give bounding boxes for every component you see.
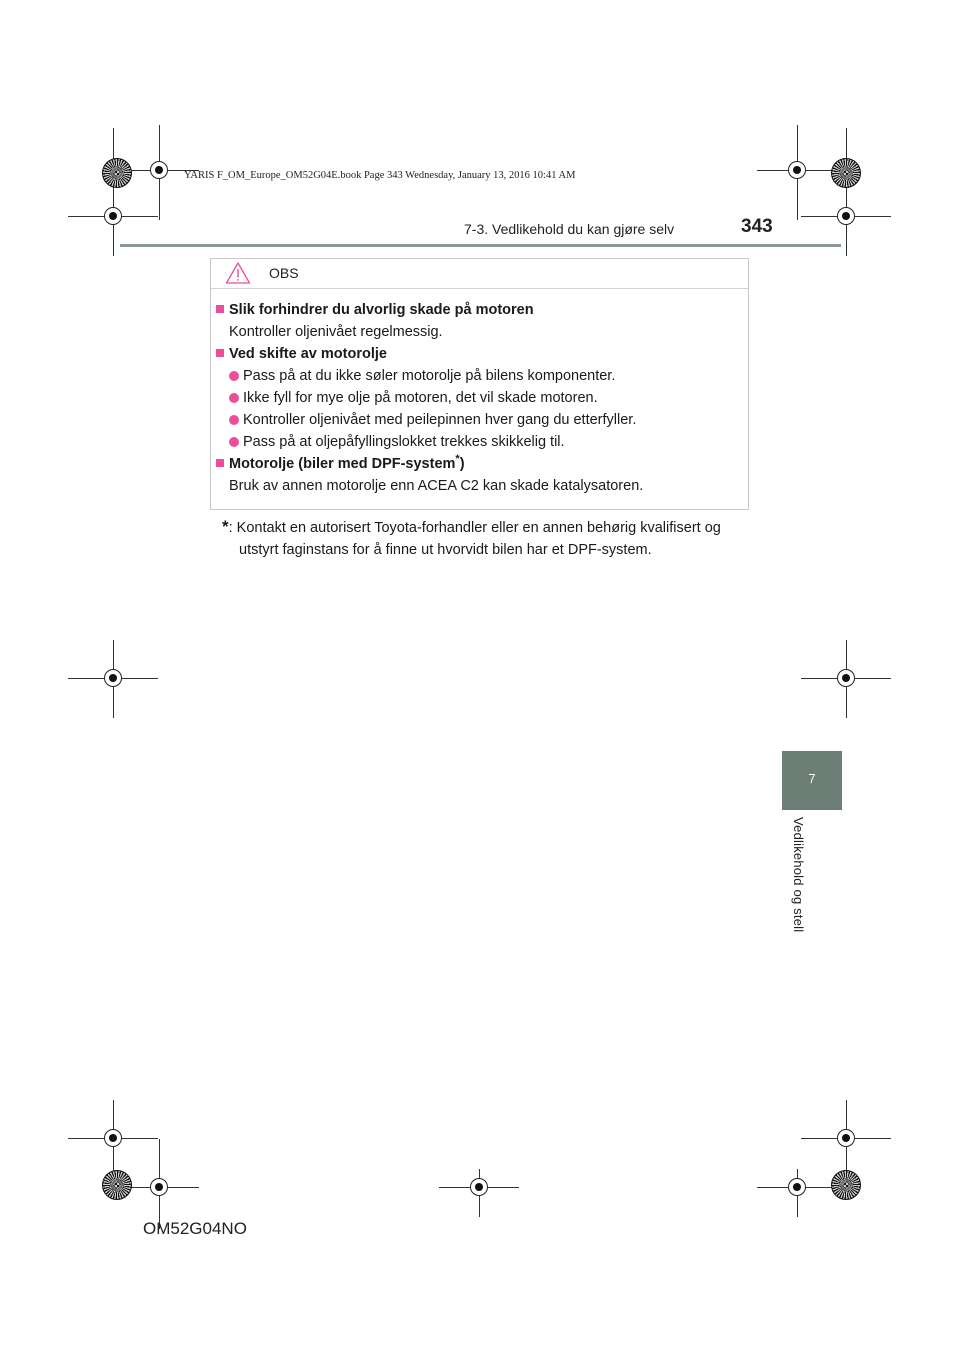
circle-bullet-icon xyxy=(229,415,239,425)
starburst-icon xyxy=(831,158,861,188)
square-bullet-icon xyxy=(216,305,224,313)
list-item: Pass på at du ikke søler motorolje på bilens komponenter. xyxy=(216,365,742,387)
square-bullet-icon xyxy=(216,459,224,467)
document-code: OM52G04NO xyxy=(143,1219,247,1238)
chapter-number: 7 xyxy=(808,771,816,786)
caution-body xyxy=(216,299,742,497)
list-item: Pass på at oljepåfyllingslokket trekkes skikkelig til. xyxy=(216,431,742,453)
footnote: *: Kontakt en autorisert Toyota-forhandler eller en annen behørig kvalifisert og utstyrt faginstans for å finne ut hvorvidt bilen har et DPF-system. xyxy=(222,517,721,558)
circle-bullet-icon xyxy=(229,393,239,403)
caution-header xyxy=(211,259,748,289)
section-title: 7-3. Vedlikehold du kan gjøre selv xyxy=(464,221,675,237)
section-text: Bruk av annen motorolje enn ACEA C2 kan skade katalysatoren. xyxy=(229,478,644,494)
warning-triangle-icon xyxy=(225,261,251,285)
starburst-icon xyxy=(831,1170,861,1200)
section-heading: Motorolje (biler med DPF-system*) xyxy=(216,453,742,475)
chapter-tab xyxy=(782,751,842,810)
square-bullet-icon xyxy=(216,349,224,357)
chapter-label: Vedlikehold og stell xyxy=(791,817,806,933)
circle-bullet-icon xyxy=(229,371,239,381)
section-text: Kontroller oljenivået regelmessig. xyxy=(229,324,443,340)
caution-title: OBS xyxy=(269,265,299,281)
starburst-icon xyxy=(102,158,132,188)
list-item: Kontroller oljenivået med peilepinnen hver gang du etterfyller. xyxy=(216,409,742,431)
page-number: 343 xyxy=(741,216,773,237)
section-heading: Ved skifte av motorolje xyxy=(216,343,742,365)
header-rule xyxy=(120,244,841,247)
print-info: YARIS F_OM_Europe_OM52G04E.book Page 343 Wednesday, January 13, 2016 10:41 AM xyxy=(184,170,576,181)
starburst-icon xyxy=(102,1170,132,1200)
circle-bullet-icon xyxy=(229,437,239,447)
list-item: Ikke fyll for mye olje på motoren, det vil skade motoren. xyxy=(216,387,742,409)
caution-box xyxy=(210,258,749,510)
section-heading: Slik forhindrer du alvorlig skade på motoren xyxy=(216,299,742,321)
footnote-marker: * xyxy=(222,517,229,536)
